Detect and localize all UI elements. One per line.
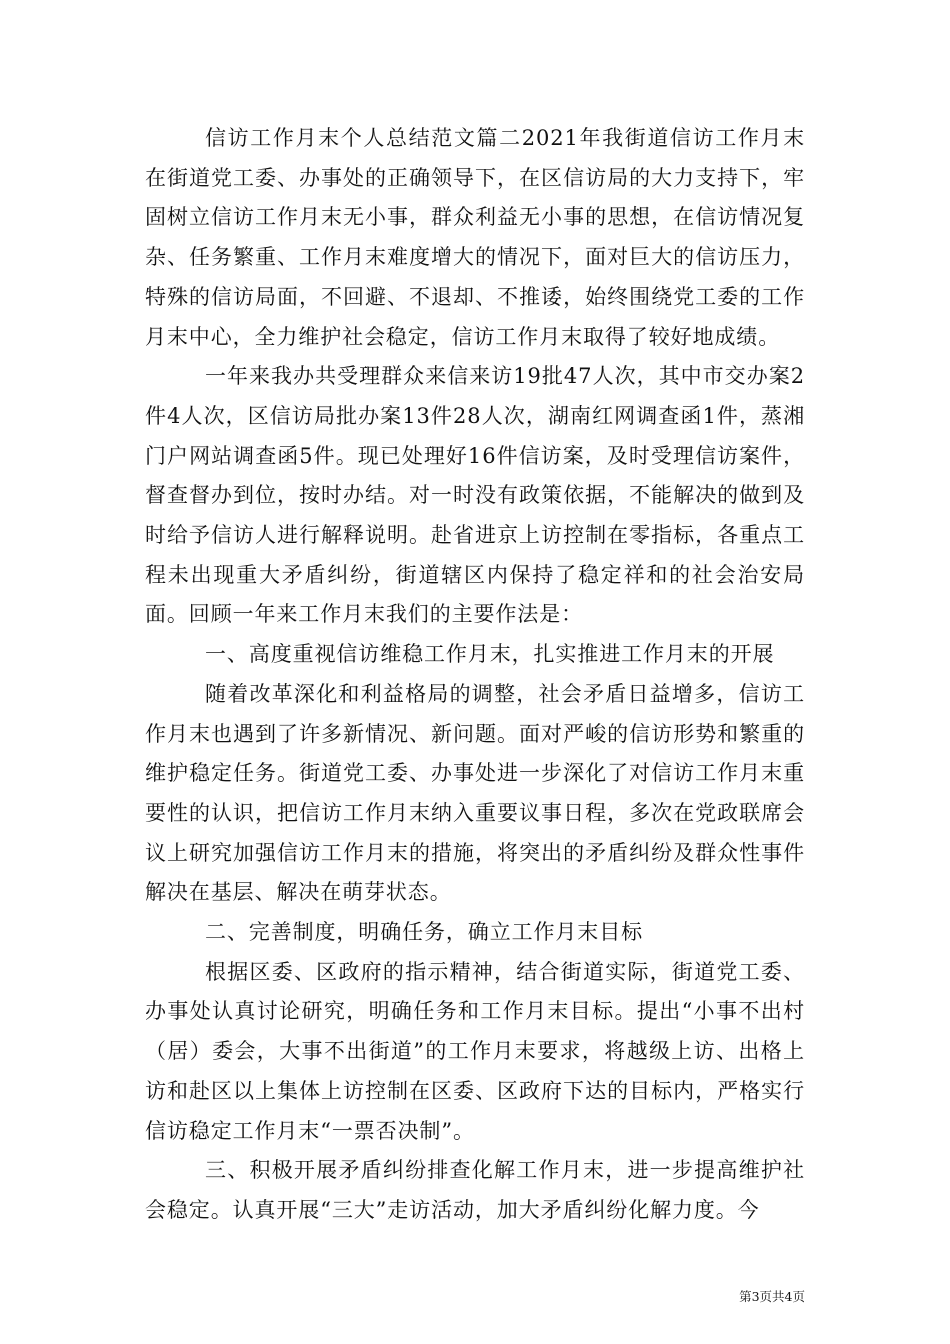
section-heading-2: 二、完善制度，明确任务，确立工作月末目标	[205, 920, 643, 945]
paragraph-section-3: 三、积极开展矛盾纠纷排查化解工作月末，进一步提高维护社会稳定。认真开展“三大”走访活动，加大矛盾纠纷化解力度。今	[145, 1158, 805, 1222]
paragraph-intro: 信访工作月末个人总结范文篇二2021年我街道信访工作月末在街道党工委、办事处的正确领导下，在区信访局的大力支持下，牢固树立信访工作月末无小事，群众利益无小事的思想，在信访情况复杂、任务繁重、工作月末难度增大的情况下，面对巨大的信访压力，特殊的信访局面，不回避、不退却、不推诿，始终围绕党工委的工作月末中心，全力维护社会稳定，信访工作月末取得了较好地成绩。	[145, 126, 805, 349]
document-body	[145, 119, 805, 1231]
paragraph-annual-summary: 一年来我办共受理群众来信来访19批47人次，其中市交办案2件4人次，区信访局批办案13件28人次，湖南红网调查函1件，蒸湘门户网站调查函5件。现已处理好16件信访案，及时受理信访案件，督查督办到位，按时办结。对一时没有政策依据，不能解决的做到及时给予信访人进行解释说明。赴省进京上访控制在零指标，各重点工程未出现重大矛盾纠纷，街道辖区内保持了稳定祥和的社会治安局面。回顾一年来工作月末我们的主要作法是：	[145, 364, 805, 627]
section-heading-1: 一、高度重视信访维稳工作月末，扎实推进工作月末的开展	[205, 642, 775, 667]
paragraph-section-2: 根据区委、区政府的指示精神，结合街道实际，街道党工委、办事处认真讨论研究，明确任务和工作月末目标。提出“小事不出村（居）委会，大事不出街道”的工作月末要求，将越级上访、出格上访和赴区以上集体上访控制在区委、区政府下达的目标内，严格实行信访稳定工作月末“一票否决制”。	[145, 959, 805, 1143]
paragraph-section-1: 随着改革深化和利益格局的调整，社会矛盾日益增多，信访工作月末也遇到了许多新情况、新问题。面对严峻的信访形势和繁重的维护稳定任务。街道党工委、办事处进一步深化了对信访工作月末重要性的认识，把信访工作月末纳入重要议事日程，多次在党政联席会议上研究加强信访工作月末的措施，将突出的矛盾纠纷及群众性事件解决在基层、解决在萌芽状态。	[145, 681, 805, 905]
page-number: 第3页共4页	[739, 1289, 805, 1304]
